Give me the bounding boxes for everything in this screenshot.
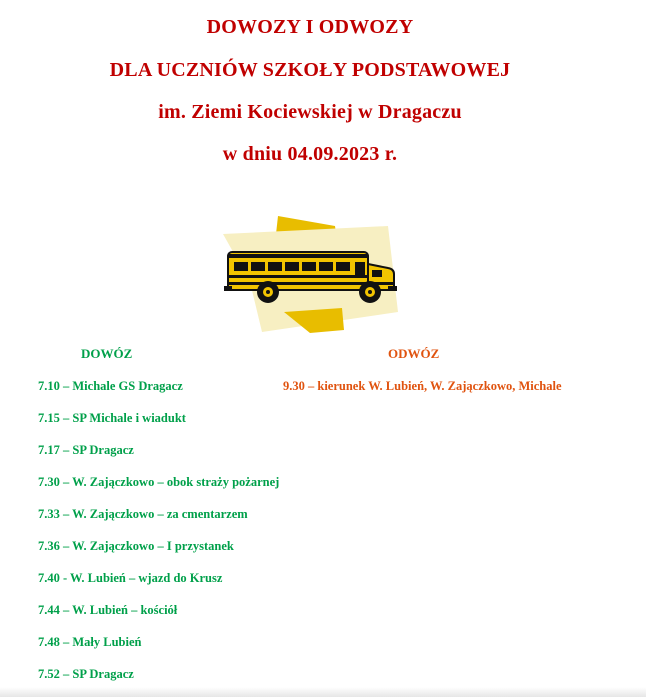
odwoz-entry: 9.30 – kierunek W. Lubień, W. Zajączkowo, Michale [283,379,562,393]
page-bottom-edge [0,687,646,697]
title-line-1: DOWOZY I ODWOZY [206,16,414,38]
dowoz-schedule-list [38,378,279,698]
school-bus-illustration [220,212,400,334]
dowoz-entry: 7.52 – SP Dragacz [38,667,134,681]
dowoz-entry: 7.15 – SP Michale i wiadukt [38,411,186,425]
dowoz-entry: 7.48 – Mały Lubień [38,635,142,649]
dowoz-heading: DOWÓZ [81,346,133,361]
dowoz-entry: 7.36 – W. Zajączkowo – I przystanek [38,539,234,553]
dowoz-entry: 7.30 – W. Zajączkowo – obok straży pożarnej [38,475,280,489]
bus-wheel-rear [257,281,279,303]
dowoz-entry: 7.40 - W. Lubień – wjazd do Krusz [38,571,223,585]
bus-wheel-front [359,281,381,303]
dowoz-entry: 7.33 – W. Zajączkowo – za cmentarzem [38,507,248,521]
title-line-3: im. Ziemi Kociewskiej w Dragaczu [158,101,462,123]
title-line-4-date: w dniu 04.09.2023 r. [222,143,398,165]
title-line-2: DLA UCZNIÓW SZKOŁY PODSTAWOWEJ [109,59,511,81]
dowoz-entry: 7.10 – Michale GS Dragacz [38,379,183,393]
dowoz-entry: 7.17 – SP Dragacz [38,443,134,457]
odwoz-heading: ODWÓZ [388,346,440,361]
dowoz-entry: 7.44 – W. Lubień – kościół [38,603,178,617]
school-bus-icon [220,212,400,334]
